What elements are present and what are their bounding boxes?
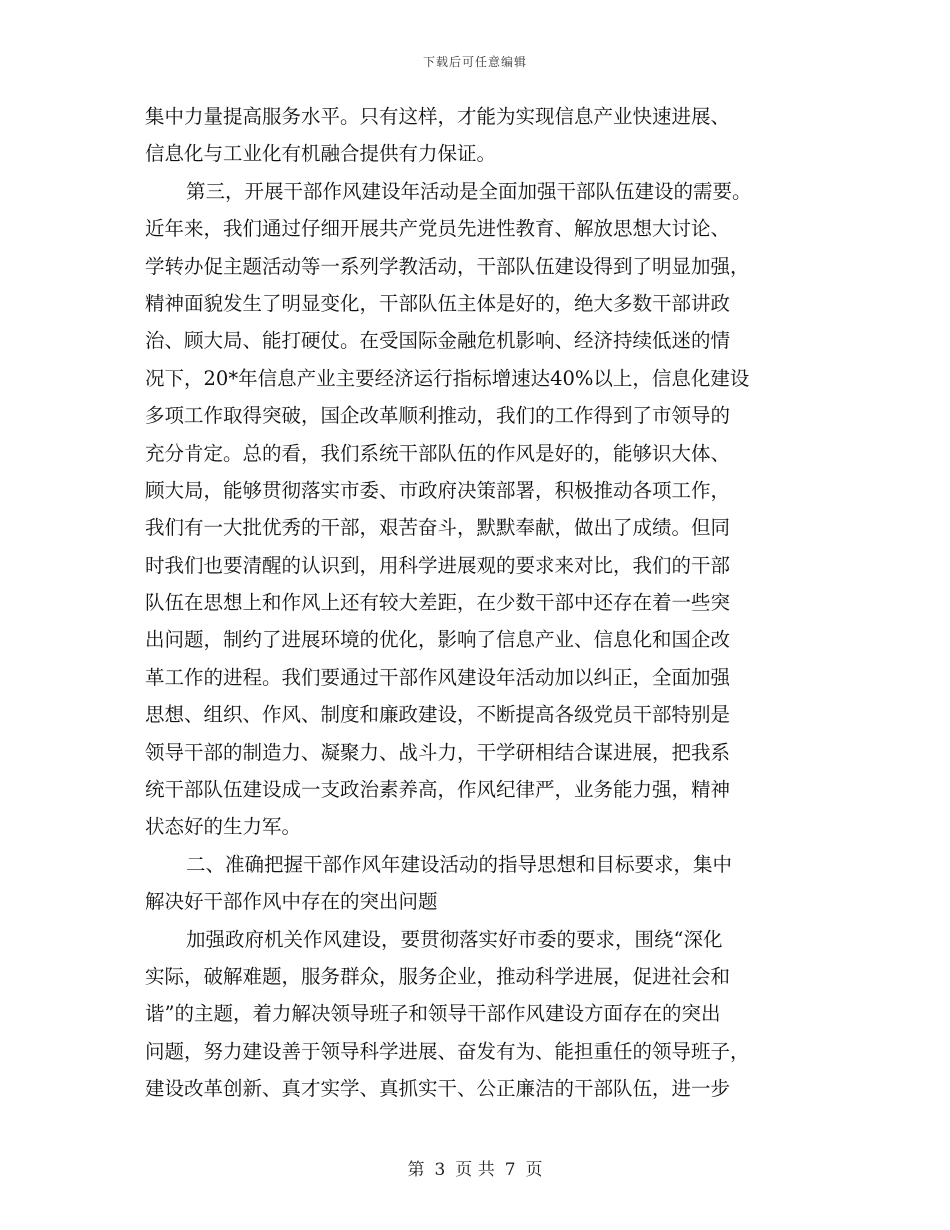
text-line: 顾大局，能够贯彻落实市委、市政府决策部署，积极推动各项工作， [145,478,731,502]
footer-mid: 页 共 [455,1160,495,1180]
text-line: 实际，破解难题，服务群众，服务企业，推动科学进展，促进社会和 [145,964,731,988]
text-line: 领导干部的制造力、凝聚力、战斗力，干学研相结合谋进展，把我系 [145,740,731,764]
text-line: 况下，20*年信息产业主要经济运行指标增速达40%以上，信息化建设 [145,366,750,390]
footer-suffix: 页 [525,1160,543,1180]
text-line: 谐”的主题，着力解决领导班子和领导干部作风建设方面存在的突出 [145,1002,721,1026]
text-line: 多项工作取得突破，国企改革顺利推动，我们的工作得到了市领导的 [145,404,731,428]
text-line: 充分肯定。总的看，我们系统干部队伍的作风是好的，能够识大体、 [145,441,731,465]
section-heading-line: 解决好干部作风中存在的突出问题 [145,890,438,914]
text-line: 集中力量提高服务水平。只有这样，才能为实现信息产业快速进展、 [145,105,731,128]
text-line: 我们有一大批优秀的干部，艰苦奋斗，默默奉献，做出了成绩。但同 [145,516,731,540]
text-line: 时我们也要清醒的认识到，用科学进展观的要求来对比，我们的干部 [145,553,731,577]
text-line: 革工作的进程。我们要通过干部作风建设年活动加以纠正，全面加强 [145,665,731,689]
text-line: 信息化与工业化有机融合提供有力保证。 [145,142,497,166]
paragraph-start-line: 第三，开展干部作风建设年活动是全面加强干部队伍建设的需要。 [186,179,752,203]
text-line: 思想、组织、作风、制度和廉政建设，不断提高各级党员干部特别是 [145,703,731,727]
document-body [145,98,815,1108]
text-line: 学转办促主题活动等一系列学教活动，干部队伍建设得到了明显加强， [145,254,750,278]
page-header: 下载后可任意编辑 [422,55,527,69]
paragraph-start-line: 加强政府机关作风建设，要贯彻落实好市委的要求，围绕“深化 [186,927,723,951]
text-line: 状态好的生力军。 [145,815,302,839]
section-heading-line: 二、准确把握干部作风年建设活动的指导思想和目标要求，集中 [186,852,733,876]
text-line: 建设改革创新、真才实学、真抓实干、公正廉洁的干部队伍，进一步 [145,1077,731,1101]
footer-prefix: 第 [407,1160,425,1180]
text-line: 精神面貌发生了明显变化，干部队伍主体是好的，绝大多数干部讲政 [145,291,731,315]
text-line: 队伍在思想上和作风上还有较大差距，在少数干部中还存在着一些突 [145,591,731,615]
text-line: 近年来，我们通过仔细开展共产党员先进性教育、解放思想大讨论、 [145,217,731,241]
text-line: 统干部队伍建设成一支政治素养高，作风纪律严，业务能力强，精神 [145,778,731,802]
text-line: 问题，努力建设善于领导科学进展、奋发有为、能担重任的领导班子， [145,1039,750,1063]
total-page-count: 7 [504,1160,516,1180]
text-line: 出问题，制约了进展环境的优化，影响了信息产业、信息化和国企改 [145,628,731,652]
page-footer [0,1155,950,1180]
text-line: 治、顾大局、能打硬仗。在受国际金融危机影响、经济持续低迷的情 [145,329,731,353]
current-page-number: 3 [434,1160,446,1180]
